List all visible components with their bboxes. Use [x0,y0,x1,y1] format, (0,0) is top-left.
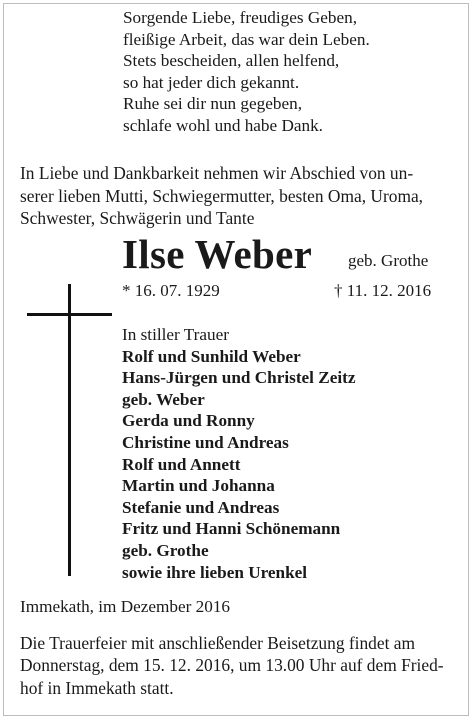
mourner-line: Christine und Andreas [122,432,289,452]
birth-name: geb. Grothe [348,251,429,270]
mourner-line: Gerda und Ronny [122,411,255,431]
poem-line: schlafe wohl und habe Dank. [123,115,323,135]
poem-line: so hat jeder dich gekannt. [123,72,300,92]
birth-date: * 16. 07. 1929 [122,281,220,300]
funeral-line: hof in Immekath statt. [20,677,174,698]
deceased-name: Ilse Weber [122,231,313,277]
poem-line: fleißige Arbeit, das war dein Leben. [123,29,370,49]
mourner-line: geb. Grothe [122,540,209,560]
intro-line: In Liebe und Dankbarkeit nehmen wir Abschied von un- [20,163,414,183]
cross-icon [68,284,71,576]
mourner-line: Martin und Johanna [122,476,275,496]
mourner-line: Rolf und Sunhild Weber [122,346,301,366]
mourner-line: Fritz und Hanni Schönemann [122,519,341,539]
intro-line: serer lieben Mutti, Schwiegermutter, besten Oma, Uroma, [20,185,424,206]
poem [123,7,370,137]
death-date: † 11. 12. 2016 [334,281,432,300]
mourning-heading: In stiller Trauer [122,325,229,344]
funeral-line: Die Trauerfeier mit anschließender Beisetzung findet am [20,633,416,653]
intro-line: Schwester, Schwägerin und Tante [20,208,255,229]
funeral-line: Donnerstag, dem 15. 12. 2016, um 13.00 Uhr auf dem Fried- [20,655,444,676]
mourner-line: Stefanie und Andreas [122,497,280,517]
funeral-info [20,632,444,699]
mourner-line: Hans-Jürgen und Christel Zeitz [122,368,356,388]
poem-line: Stets bescheiden, allen helfend, [123,51,340,71]
poem-line: Ruhe sei dir nun gegeben, [123,94,302,114]
mourner-line: sowie ihre lieben Urenkel [122,562,308,582]
mourner-line: Rolf und Annett [122,454,241,474]
cross-icon-bar [27,313,112,316]
intro-text [20,162,452,230]
poem-line: Sorgende Liebe, freudiges Geben, [123,8,358,27]
place-date: Immekath, im Dezember 2016 [20,597,231,616]
mourner-line: geb. Weber [122,389,205,409]
mourners-block [122,324,355,583]
